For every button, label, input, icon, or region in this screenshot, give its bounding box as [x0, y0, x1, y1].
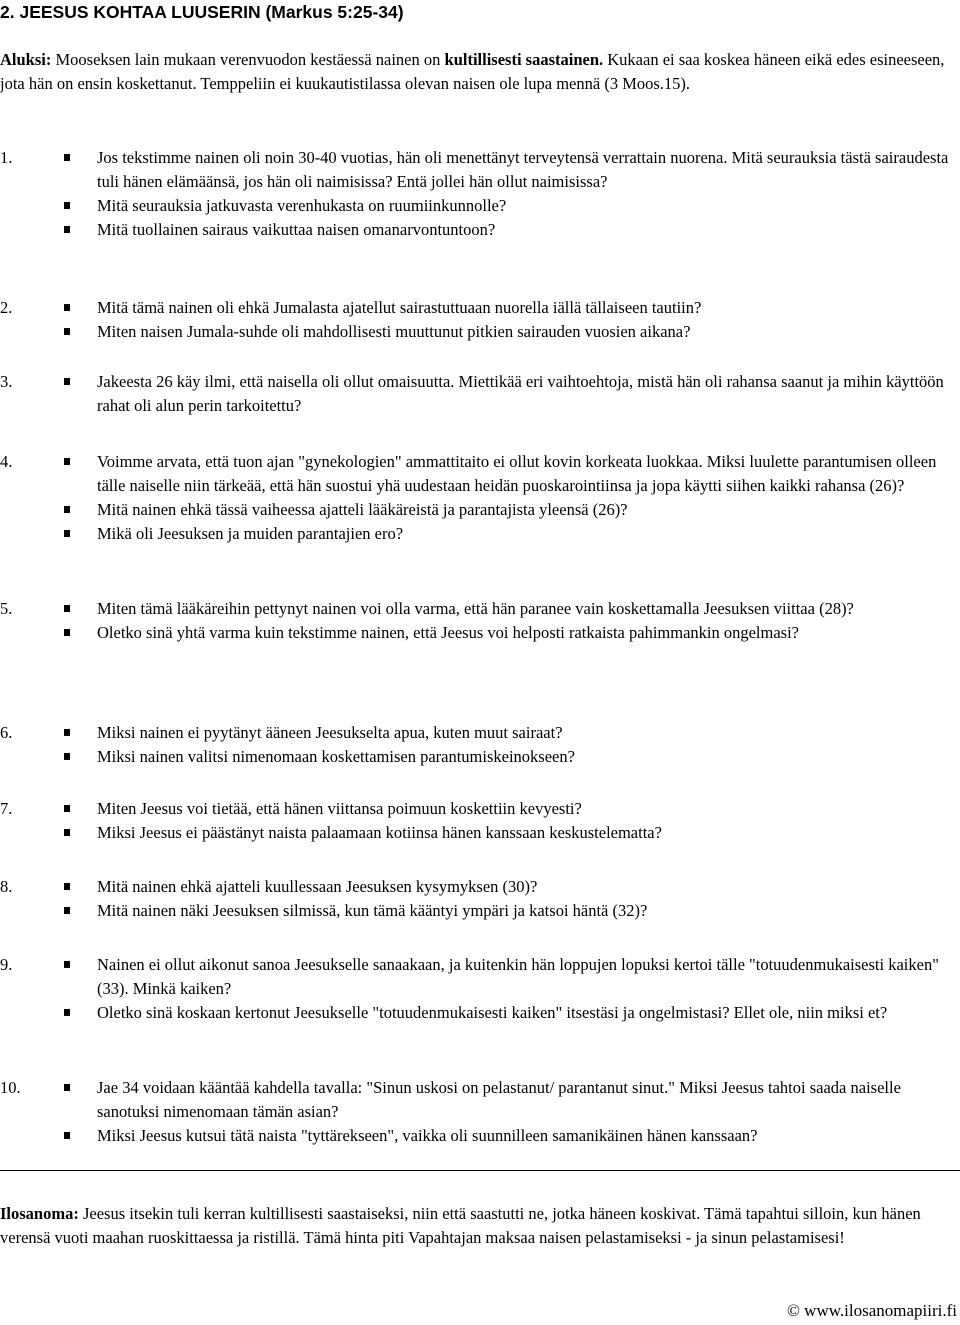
question-bullet — [0, 194, 955, 218]
document-title: 2. JEESUS KOHTAA LUUSERIN (Markus 5:25-34) — [0, 2, 404, 22]
question-number: 7. — [0, 799, 13, 818]
question-bullet — [0, 1076, 955, 1124]
question-bullet — [0, 821, 955, 845]
bullet-text: Voimme arvata, että tuon ajan "gynekologien" ammattitaito ei ollut kovin korkeata luokkaa. Miksi luulette parantumisen olleen tälle naiselle niin tärkeää, että hän suostui yhä uudestaan heidän puoskarointiinsa ja jopa käytti siihen kaikki rahansa (26)? — [97, 452, 937, 495]
question-bullet — [0, 146, 955, 194]
question-bullet — [0, 621, 955, 645]
bullet-icon — [64, 304, 70, 311]
bullet-text: Mitä tämä nainen oli ehkä Jumalasta ajatellut sairastuttuaan nuorella iällä tällaiseen tautiin? — [97, 298, 702, 317]
bullet-icon — [64, 530, 70, 537]
question-bullet — [0, 1124, 955, 1148]
bullet-icon — [64, 378, 70, 385]
bullet-text: Mitä seurauksia jatkuvasta verenhukasta on ruumiinkunnolle? — [97, 196, 507, 215]
question-bullet — [0, 797, 955, 821]
question-3 — [0, 370, 955, 418]
question-7 — [0, 797, 955, 845]
question-2 — [0, 296, 955, 344]
section-divider — [0, 1170, 960, 1171]
bullet-icon — [64, 805, 70, 812]
bullet-icon — [64, 506, 70, 513]
question-bullet — [0, 498, 955, 522]
question-number: 4. — [0, 452, 13, 471]
question-bullet — [0, 522, 955, 546]
bullet-icon — [64, 1132, 70, 1139]
bullet-text: Mitä nainen ehkä tässä vaiheessa ajatteli lääkäreistä ja parantajista yleensä (26)? — [97, 500, 628, 519]
question-number: 1. — [0, 148, 13, 167]
intro-label: Aluksi: — [0, 50, 52, 69]
question-bullet — [0, 721, 955, 745]
question-bullet — [0, 450, 955, 498]
question-5 — [0, 597, 955, 645]
intro-text-after: Kukaan ei saa koskea häneen eikä edes esineeseen, jota hän on ensin koskettanut. Temppeliin ei kuukautistilassa olevan naisen ole lupa mennä (3 Moos.15). — [0, 50, 945, 93]
bullet-icon — [64, 829, 70, 836]
bullet-text: Miten naisen Jumala-suhde oli mahdollisesti muuttunut pitkien sairauden vuosien aikana? — [97, 322, 691, 341]
question-9 — [0, 953, 955, 1025]
bullet-text: Miksi Jeesus ei päästänyt naista palaamaan kotiinsa hänen kanssaan keskustelematta? — [97, 823, 662, 842]
bullet-text: Miten tämä lääkäreihin pettynyt nainen voi olla varma, että hän paranee vain koskettamalla Jeesuksen viittaa (28)? — [97, 599, 854, 618]
bullet-text: Mitä nainen ehkä ajatteli kuullessaan Jeesuksen kysymyksen (30)? — [97, 877, 538, 896]
bullet-icon — [64, 629, 70, 636]
question-10 — [0, 1076, 955, 1148]
bullet-text: Oletko sinä yhtä varma kuin tekstimme nainen, että Jeesus voi helposti ratkaista pahimmankin ongelmasi? — [97, 623, 799, 642]
copyright-footer: © www.ilosanomapiiri.fi — [787, 1301, 957, 1320]
question-4 — [0, 450, 955, 546]
ilosanoma-paragraph — [0, 1202, 955, 1250]
bullet-text: Nainen ei ollut aikonut sanoa Jeesukselle sanaakaan, ja kuitenkin hän loppujen lopuksi kertoi tälle "totuudenmukaisesti kaiken" (33). Minkä kaiken? — [97, 955, 939, 998]
question-number: 3. — [0, 372, 13, 391]
bullet-icon — [64, 458, 70, 465]
question-bullet — [0, 218, 955, 242]
question-number: 9. — [0, 955, 13, 974]
question-bullet — [0, 597, 955, 621]
bullet-icon — [64, 154, 70, 161]
question-6 — [0, 721, 955, 769]
question-bullet — [0, 370, 955, 418]
bullet-icon — [64, 729, 70, 736]
bullet-icon — [64, 1084, 70, 1091]
question-number: 10. — [0, 1078, 21, 1097]
bullet-icon — [64, 907, 70, 914]
question-number: 5. — [0, 599, 13, 618]
intro-paragraph — [0, 48, 955, 96]
bullet-text: Jae 34 voidaan kääntää kahdella tavalla: "Sinun uskosi on pelastanut/ parantanut sinut." Miksi Jeesus tahtoi saada naiselle sanotuksi nimenomaan tämän asian? — [97, 1078, 901, 1121]
question-bullet — [0, 953, 955, 1001]
question-number: 2. — [0, 298, 13, 317]
bullet-icon — [64, 1009, 70, 1016]
ilosanoma-text: Jeesus itsekin tuli kerran kultillisesti saastaiseksi, niin että saastutti ne, jotka häneen koskivat. Tämä tapahtui silloin, kun hänen verensä vuoti maahan ruoskittaessa ja ristillä. Tämä hinta piti Vapahtajan maksaa naisen pelastamiseksi - ja sinun pelastamisesi! — [0, 1204, 921, 1247]
bullet-text: Miksi nainen valitsi nimenomaan koskettamisen parantumiskeinokseen? — [97, 747, 575, 766]
question-number: 6. — [0, 723, 13, 742]
bullet-text: Jakeesta 26 käy ilmi, että naisella oli ollut omaisuutta. Miettikää eri vaihtoehtoja, mistä hän oli rahansa saanut ja mihin käyttöön rahat oli alun perin tarkoitettu? — [97, 372, 944, 415]
bullet-icon — [64, 961, 70, 968]
bullet-text: Oletko sinä koskaan kertonut Jeesukselle "totuudenmukaisesti kaiken" itsestäsi ja ongelmistasi? Ellet ole, niin miksi et? — [97, 1003, 888, 1022]
bullet-text: Miten Jeesus voi tietää, että hänen viittansa poimuun koskettiin kevyesti? — [97, 799, 582, 818]
bullet-icon — [64, 202, 70, 209]
bullet-text: Mitä tuollainen sairaus vaikuttaa naisen omanarvontuntoon? — [97, 220, 496, 239]
question-bullet — [0, 875, 955, 899]
question-number: 8. — [0, 877, 13, 896]
bullet-text: Miksi nainen ei pyytänyt ääneen Jeesukselta apua, kuten muut sairaat? — [97, 723, 563, 742]
question-bullet — [0, 1001, 955, 1025]
question-bullet — [0, 899, 955, 923]
question-8 — [0, 875, 955, 923]
bullet-text: Mikä oli Jeesuksen ja muiden parantajien ero? — [97, 524, 404, 543]
bullet-icon — [64, 226, 70, 233]
bullet-icon — [64, 605, 70, 612]
bullet-icon — [64, 883, 70, 890]
question-bullet — [0, 296, 955, 320]
bullet-icon — [64, 328, 70, 335]
ilosanoma-label: Ilosanoma: — [0, 1204, 79, 1223]
bullet-text: Jos tekstimme nainen oli noin 30-40 vuotias, hän oli menettänyt terveytensä verrattain nuorena. Mitä seurauksia tästä sairaudesta tuli hänen elämäänsä, jos hän oli naimisissa? Entä jollei hän ollut naimisissa? — [97, 148, 949, 191]
intro-bold-text: kultillisesti saastainen. — [444, 50, 604, 69]
question-1 — [0, 146, 955, 242]
bullet-icon — [64, 753, 70, 760]
question-bullet — [0, 320, 955, 344]
intro-text-before: Mooseksen lain mukaan verenvuodon kestäessä nainen on — [51, 50, 445, 69]
bullet-text: Mitä nainen näki Jeesuksen silmissä, kun tämä kääntyi ympäri ja katsoi häntä (32)? — [97, 901, 648, 920]
question-bullet — [0, 745, 955, 769]
bullet-text: Miksi Jeesus kutsui tätä naista "tyttärekseen", vaikka oli suunnilleen samanikäinen hänen kanssaan? — [97, 1126, 758, 1145]
